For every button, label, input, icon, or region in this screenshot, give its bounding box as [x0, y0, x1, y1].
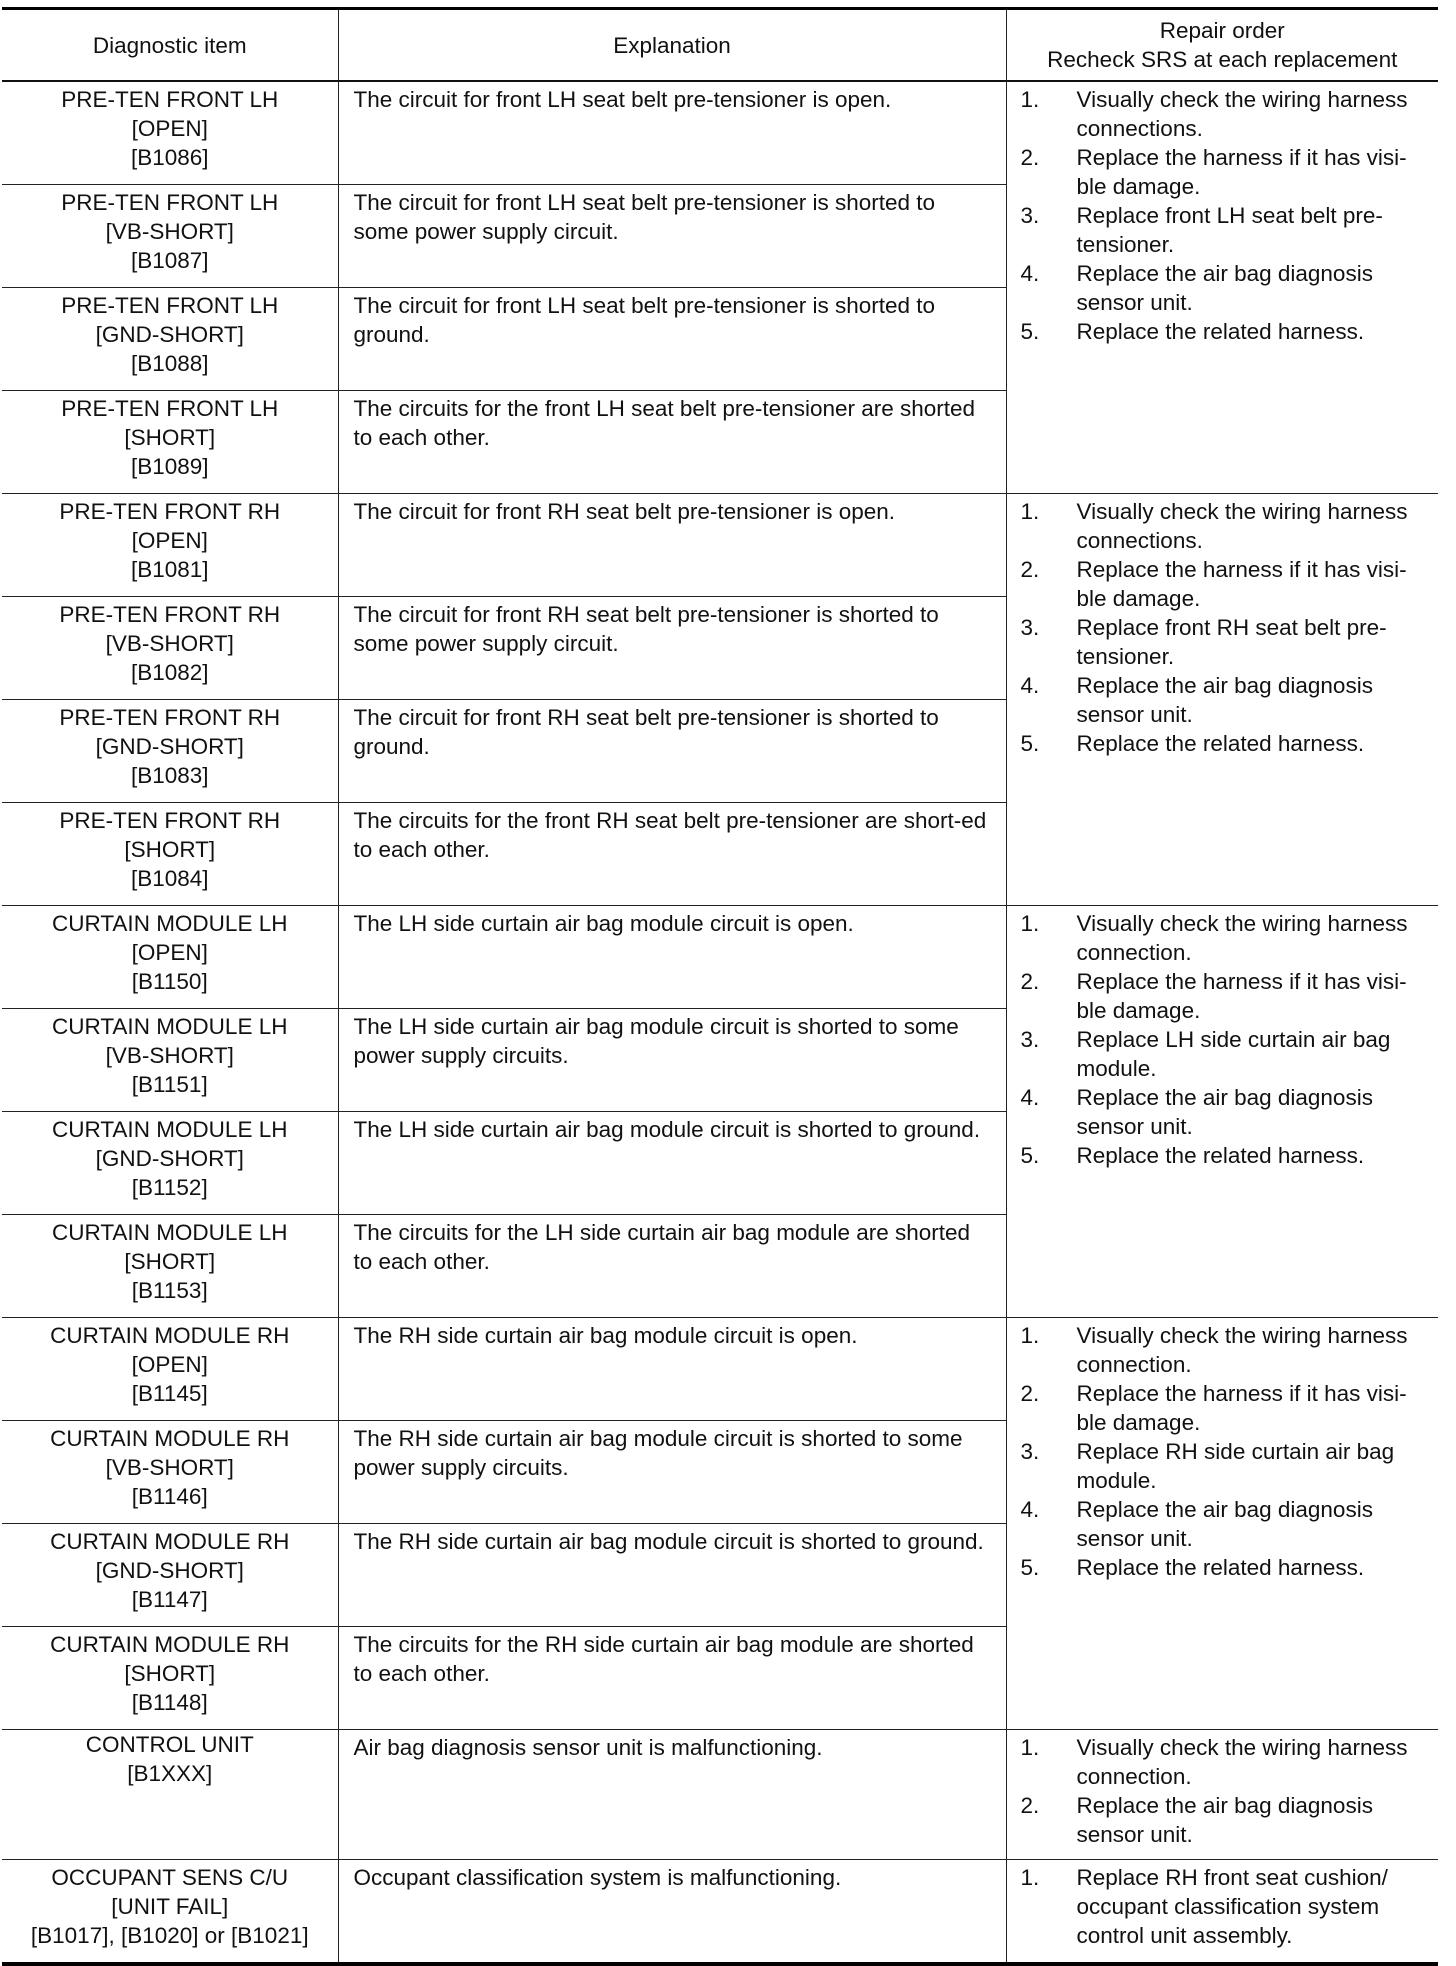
repair-step-text: Visually check the wiring harness connection. [1076, 1735, 1408, 1789]
explanation-cell: The LH side curtain air bag module circuit is shorted to ground. [338, 1112, 1006, 1215]
repair-step-number: 2. [1020, 969, 1040, 994]
repair-step-number: 2. [1020, 557, 1040, 582]
repair-step [1021, 613, 1429, 671]
diagnostic-item-line: PRE-TEN FRONT RH [59, 705, 281, 730]
repair-step [1021, 1083, 1429, 1141]
diagnostic-item-line: OCCUPANT SENS C/U [51, 1865, 289, 1890]
repair-step [1021, 1495, 1429, 1553]
repair-step-number: 1. [1020, 911, 1040, 936]
diagnostic-item-line: [SHORT] [124, 837, 216, 862]
explanation-cell: The circuit for front LH seat belt pre-tensioner is shorted to some power supply circuit. [338, 185, 1006, 288]
diagnostic-item-line: [B1145] [131, 1381, 208, 1406]
diagnostic-item-cell [2, 1860, 338, 1965]
explanation-cell: The LH side curtain air bag module circuit is open. [338, 906, 1006, 1009]
diagnostic-item-line: PRE-TEN FRONT LH [61, 190, 279, 215]
repair-step [1021, 671, 1429, 729]
diagnostic-item-line: [B1087] [130, 248, 209, 273]
repair-step-text: Replace the related harness. [1076, 731, 1365, 756]
repair-step-text: Replace LH side curtain air bag module. [1076, 1027, 1391, 1081]
explanation-cell: The LH side curtain air bag module circuit is shorted to some power supply circuits. [338, 1009, 1006, 1112]
table-body [2, 81, 1438, 1964]
repair-step-text: Replace the related harness. [1076, 319, 1365, 344]
diagnostic-item-cell [2, 1112, 338, 1215]
diagnostic-item-line: CURTAIN MODULE RH [50, 1323, 290, 1348]
diagnostic-item-line: [SHORT] [124, 1249, 216, 1274]
repair-step-number: 3. [1020, 1439, 1040, 1464]
repair-step [1021, 1321, 1429, 1379]
diagnostic-item-cell [2, 494, 338, 597]
repair-step-number: 5. [1020, 319, 1040, 344]
repair-step-number: 2. [1020, 1381, 1040, 1406]
diagnostic-item-cell [2, 803, 338, 906]
header-repair-order-title: Repair order [1159, 18, 1285, 43]
repair-step [1021, 85, 1429, 143]
repair-step-text: Replace the air bag diagnosis sensor unit. [1076, 1085, 1373, 1139]
diagnostic-item-line: [B1148] [131, 1690, 208, 1715]
header-explanation: Explanation [338, 9, 1006, 82]
diagnostic-item-line: [VB-SHORT] [105, 631, 234, 656]
table-row [2, 494, 1438, 597]
repair-step [1021, 1553, 1429, 1582]
repair-step-text: Visually check the wiring harness connection. [1076, 1323, 1408, 1377]
repair-step [1021, 1791, 1429, 1849]
repair-order-cell [1006, 1860, 1438, 1965]
repair-step-text: Replace the harness if it has visi-ble damage. [1076, 1381, 1407, 1435]
diagnostic-item-cell [2, 906, 338, 1009]
diagnostic-item-line: [B1147] [131, 1587, 208, 1612]
repair-step-number: 2. [1020, 145, 1040, 170]
explanation-cell: The circuit for front RH seat belt pre-tensioner is shorted to some power supply circuit. [338, 597, 1006, 700]
diagnostic-item-line: [OPEN] [131, 528, 208, 553]
diagnostic-item-line: PRE-TEN FRONT RH [59, 499, 281, 524]
repair-step-text: Replace RH front seat cushion/ occupant classification system control unit assembly. [1076, 1865, 1388, 1948]
diagnostic-item-line: [B1151] [131, 1072, 208, 1097]
explanation-cell: The circuits for the front RH seat belt pre-tensioner are short-ed to each other. [338, 803, 1006, 906]
repair-order-cell [1006, 81, 1438, 494]
repair-step [1021, 1379, 1429, 1437]
diagnostic-table [2, 7, 1438, 1966]
explanation-cell: Air bag diagnosis sensor unit is malfunctioning. [338, 1730, 1006, 1860]
diagnostic-item-line: [OPEN] [131, 940, 208, 965]
repair-step-number: 3. [1020, 203, 1040, 228]
diagnostic-item-line: CURTAIN MODULE RH [50, 1632, 290, 1657]
table-row [2, 906, 1438, 1009]
diagnostic-item-line: PRE-TEN FRONT RH [59, 808, 281, 833]
repair-step-text: Visually check the wiring harness connection. [1076, 911, 1408, 965]
diagnostic-item-line: CONTROL UNIT [85, 1732, 254, 1757]
repair-step-text: Replace RH side curtain air bag module. [1076, 1439, 1395, 1493]
diagnostic-item-line: PRE-TEN FRONT LH [61, 396, 279, 421]
diagnostic-item-line: [OPEN] [131, 1352, 208, 1377]
repair-step-text: Visually check the wiring harness connections. [1076, 499, 1408, 553]
repair-order-cell [1006, 1318, 1438, 1730]
diagnostic-item-line: [B1083] [130, 763, 209, 788]
repair-step-number: 4. [1020, 261, 1040, 286]
repair-step-number: 4. [1020, 1085, 1040, 1110]
repair-step [1021, 1025, 1429, 1083]
diagnostic-item-line: CURTAIN MODULE LH [52, 1220, 288, 1245]
diagnostic-item-cell [2, 700, 338, 803]
explanation-cell: The circuit for front LH seat belt pre-tensioner is open. [338, 81, 1006, 185]
repair-step-number: 5. [1020, 1555, 1040, 1580]
repair-step-number: 3. [1020, 1027, 1040, 1052]
diagnostic-item-line: CURTAIN MODULE RH [50, 1426, 290, 1451]
diagnostic-item-line: CURTAIN MODULE RH [50, 1529, 290, 1554]
diagnostic-item-line: [B1082] [130, 660, 209, 685]
repair-step-text: Replace the air bag diagnosis sensor unit. [1076, 1793, 1373, 1847]
repair-step [1021, 143, 1429, 201]
diagnostic-item-line: CURTAIN MODULE LH [52, 911, 288, 936]
diagnostic-item-line: [UNIT FAIL] [111, 1894, 229, 1919]
explanation-cell: The circuit for front RH seat belt pre-tensioner is open. [338, 494, 1006, 597]
header-diagnostic-item: Diagnostic item [2, 9, 338, 82]
explanation-cell: The circuits for the LH side curtain air bag module are shorted to each other. [338, 1215, 1006, 1318]
diagnostic-item-line: [B1017], [B1020] or [B1021] [30, 1923, 309, 1948]
diagnostic-item-line: CURTAIN MODULE LH [52, 1117, 288, 1142]
explanation-cell: The RH side curtain air bag module circuit is shorted to some power supply circuits. [338, 1421, 1006, 1524]
explanation-cell: The RH side curtain air bag module circuit is open. [338, 1318, 1006, 1421]
diagnostic-item-line: [B1150] [131, 969, 208, 994]
diagnostic-item-line: [OPEN] [131, 116, 208, 141]
repair-step-text: Replace the harness if it has visi-ble damage. [1076, 969, 1407, 1023]
diagnostic-item-cell [2, 81, 338, 185]
diagnostic-item-cell [2, 1009, 338, 1112]
diagnostic-item-line: PRE-TEN FRONT LH [61, 87, 279, 112]
diagnostic-item-line: [B1086] [130, 145, 209, 170]
repair-step-number: 2. [1020, 1793, 1040, 1818]
repair-step [1021, 1733, 1429, 1791]
repair-step-text: Replace front RH seat belt pre-tensioner. [1076, 615, 1387, 669]
repair-step [1021, 1141, 1429, 1170]
diagnostic-item-cell [2, 1421, 338, 1524]
repair-order-cell [1006, 494, 1438, 906]
repair-step [1021, 1863, 1429, 1950]
diagnostic-item-line: [B1088] [130, 351, 209, 376]
repair-step [1021, 909, 1429, 967]
repair-step [1021, 497, 1429, 555]
diagnostic-item-line: PRE-TEN FRONT RH [59, 602, 281, 627]
repair-step-number: 5. [1020, 1143, 1040, 1168]
explanation-cell: The circuits for the RH side curtain air bag module are shorted to each other. [338, 1627, 1006, 1730]
repair-step-number: 3. [1020, 615, 1040, 640]
diagnostic-item-line: [B1084] [130, 866, 209, 891]
diagnostic-item-line: [VB-SHORT] [105, 219, 234, 244]
repair-step-number: 1. [1020, 1865, 1040, 1890]
header-repair-order-note: Recheck SRS at each replacement [1047, 47, 1398, 72]
diagnostic-item-line: [B1153] [131, 1278, 208, 1303]
diagnostic-item-cell [2, 391, 338, 494]
diagnostic-item-line: [GND-SHORT] [95, 1558, 244, 1583]
explanation-cell: Occupant classification system is malfunctioning. [338, 1860, 1006, 1965]
explanation-cell: The circuit for front RH seat belt pre-tensioner is shorted to ground. [338, 700, 1006, 803]
repair-step-text: Replace the harness if it has visi-ble damage. [1076, 145, 1407, 199]
diagnostic-item-cell [2, 288, 338, 391]
diagnostic-item-line: [GND-SHORT] [95, 734, 244, 759]
table-row-control-unit [2, 1730, 1438, 1860]
diagnostic-item-cell [2, 185, 338, 288]
repair-step-text: Replace the related harness. [1076, 1143, 1365, 1168]
explanation-cell: The circuits for the front LH seat belt pre-tensioner are shorted to each other. [338, 391, 1006, 494]
repair-step-text: Replace the air bag diagnosis sensor unit. [1076, 673, 1373, 727]
table-row [2, 1318, 1438, 1421]
diagnostic-item-line: [B1146] [131, 1484, 208, 1509]
repair-step [1021, 1437, 1429, 1495]
repair-step-text: Replace the harness if it has visi-ble damage. [1076, 557, 1407, 611]
header-row [2, 9, 1438, 82]
repair-step-number: 1. [1020, 87, 1040, 112]
repair-order-cell [1006, 906, 1438, 1318]
diagnostic-item-line: CURTAIN MODULE LH [52, 1014, 288, 1039]
repair-step-text: Visually check the wiring harness connections. [1076, 87, 1408, 141]
repair-step [1021, 259, 1429, 317]
diagnostic-item-line: [B1081] [130, 557, 209, 582]
repair-step-number: 1. [1020, 1323, 1040, 1348]
table-row-occupant-sensor [2, 1860, 1438, 1965]
diagnostic-item-line: [SHORT] [124, 1661, 216, 1686]
header-repair-order [1006, 9, 1438, 82]
diagnostic-item-line: [VB-SHORT] [105, 1455, 234, 1480]
explanation-cell: The RH side curtain air bag module circuit is shorted to ground. [338, 1524, 1006, 1627]
diagnostic-item-cell [2, 597, 338, 700]
repair-step [1021, 555, 1429, 613]
repair-step [1021, 201, 1429, 259]
repair-step-text: Replace front LH seat belt pre-tensioner. [1076, 203, 1383, 257]
diagnostic-item-cell [2, 1524, 338, 1627]
table-row [2, 81, 1438, 185]
repair-step-text: Replace the related harness. [1076, 1555, 1365, 1580]
diagnostic-item-line: [VB-SHORT] [105, 1043, 234, 1068]
diagnostic-item-cell [2, 1215, 338, 1318]
repair-step-number: 4. [1020, 673, 1040, 698]
repair-step-number: 1. [1020, 499, 1040, 524]
repair-step-text: Replace the air bag diagnosis sensor unit. [1076, 261, 1373, 315]
diagnostic-item-line: [GND-SHORT] [95, 322, 244, 347]
diagnostic-item-line: [SHORT] [124, 425, 216, 450]
repair-step [1021, 729, 1429, 758]
repair-step-number: 4. [1020, 1497, 1040, 1522]
repair-step-text: Replace the air bag diagnosis sensor unit. [1076, 1497, 1373, 1551]
repair-order-cell [1006, 1730, 1438, 1860]
diagnostic-item-cell [2, 1627, 338, 1730]
diagnostic-item-cell [2, 1730, 338, 1860]
repair-step [1021, 317, 1429, 346]
repair-step-number: 5. [1020, 731, 1040, 756]
diagnostic-item-line: PRE-TEN FRONT LH [61, 293, 279, 318]
diagnostic-item-line: [B1152] [131, 1175, 208, 1200]
explanation-cell: The circuit for front LH seat belt pre-tensioner is shorted to ground. [338, 288, 1006, 391]
diagnostic-item-line: [B1XXX] [127, 1761, 213, 1786]
diagnostic-item-line: [B1089] [130, 454, 209, 479]
repair-step-number: 1. [1020, 1735, 1040, 1760]
diagnostic-item-cell [2, 1318, 338, 1421]
repair-step [1021, 967, 1429, 1025]
diagnostic-item-line: [GND-SHORT] [95, 1146, 244, 1171]
